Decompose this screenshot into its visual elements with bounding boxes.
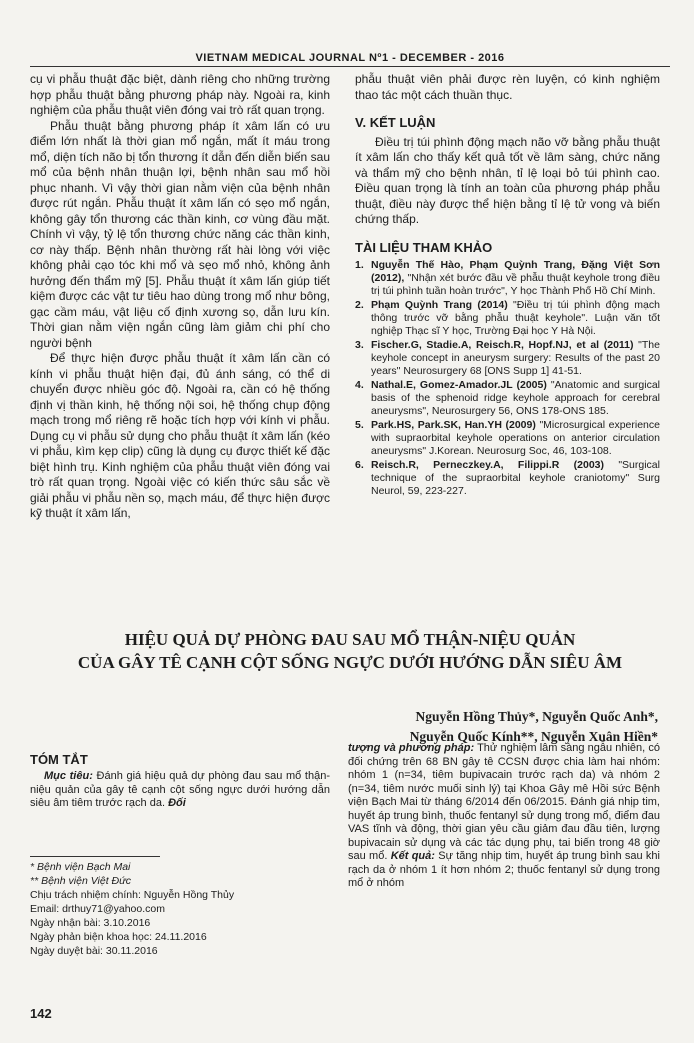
paragraph: cụ vi phẫu thuật đặc biệt, dành riêng cho những trường hợp phẫu thuật bằng phương pháp này. Ngoài ra, kinh nghiệm của phẫu thuật viên đóng vai trò rất quan trọng. bbox=[30, 72, 330, 117]
reference-item: 5. Park.HS, Park.SK, Han.YH (2009) "Microsurgical experience with supraorbital keyhole operations on anterior circulation aneurysms" J.Korean. Neurosurg Soc, 46, 103-108. bbox=[355, 419, 660, 457]
contact-line: Ngày nhận bài: 3.10.2016 bbox=[30, 917, 151, 929]
page-number: 142 bbox=[30, 1006, 52, 1021]
methods-label: tượng và phương pháp: bbox=[348, 742, 475, 754]
conclusion-paragraph: Điều trị túi phình động mạch não vỡ bằng phẫu thuật ít xâm lấn cho thấy kết quả tốt về lâm sàng, chức năng và thẩm mỹ cho bệnh nhân, tỉ lệ loại bỏ túi phình cao. Điều quan trọng là tính an toàn của phương pháp phẫu thuật, điều này được thể hiện bằng tỉ lệ tử vong và biến chứng thấp. bbox=[355, 134, 660, 226]
reference-list bbox=[355, 259, 660, 498]
article-title bbox=[40, 628, 660, 674]
contact-line: Email: drthuy71@yahoo.com bbox=[30, 903, 165, 915]
objective-label: Mục tiêu: bbox=[44, 770, 93, 782]
reference-item: 6. Reisch.R, Perneczkey.A, Filippi.R (2003) "Surgical technique of the supraorbital keyhole craniotomy" Surg Neurol, 59, 223-227. bbox=[355, 459, 660, 497]
affiliation: * Bệnh viện Bạch Mai bbox=[30, 861, 131, 873]
contact-line: Ngày duyệt bài: 30.11.2016 bbox=[30, 945, 158, 957]
author-line: Nguyễn Quốc Kính**, Nguyễn Xuân Hiền* bbox=[409, 729, 658, 744]
results-text: Sự tăng nhịp tim, huyết áp trung bình sau khi rạch da ở nhóm 1 ít hơn nhóm 2; thuốc fentanyl sử dụng trong mổ ở nhóm bbox=[348, 850, 660, 889]
objective-text: Đánh giá hiệu quả dự phòng đau sau mổ thận-niệu quản của gây tê cạnh cột sống ngực dưới hướng dẫn siêu âm tiêm trước rạch da. bbox=[30, 770, 330, 809]
paragraph: Để thực hiện được phẫu thuật ít xâm lấn cần có kính vi phẫu thuật hiện đại, đủ ánh sáng, có thể di chuyển được nhiều góc độ. Ngoài ra, cần có hệ thống định vị thần kinh, hệ thống nội soi, hệ thống chụp động mạch trong mổ riêng rẽ hoặc tích hợp với kính vi phẫu. Dụng cụ vi phẫu sử dụng cho phẫu thuật ít xâm lấn (kéo vi phẫu, kìm kẹp clip) cũng là dụng cụ được thiết kế đặc biệt hình trụ. Kinh nghiệm của phẫu thuật viên đóng vai trò rất quan trọng. Ngoài việc có kiến thức sâu sắc về giải phẫu vi phẫu nền sọ, mạch máu, để thực hiện được kỹ thuật ít xâm lấn, bbox=[30, 351, 330, 520]
footnote-divider bbox=[30, 856, 160, 857]
abstract-left bbox=[30, 770, 330, 811]
reference-item: 3. Fischer.G, Stadie.A, Reisch.R, Hopf.NJ, et al (2011) "The keyhole concept in aneurysm surgery: Results of the past 20 years" Neurosurgery 68 [ONS Supp 1] 41-51. bbox=[355, 339, 660, 377]
reference-item: 2. Phạm Quỳnh Trang (2014) "Điều trị túi phình động mạch thông trước vỡ bằng phẫu thuật keyhole". Luận văn tốt nghiệp Thạc sĩ Y học, Trường Đại học Y Hà Nội. bbox=[355, 299, 660, 337]
article-title-line: HIỆU QUẢ DỰ PHÒNG ĐAU SAU MỔ THẬN-NIỆU QUẢN bbox=[124, 630, 576, 649]
author-list bbox=[298, 707, 658, 747]
results-label: Kết quả: bbox=[390, 850, 435, 862]
paragraph: phẫu thuật viên phải được rèn luyện, có kinh nghiệm thao tác một cách thuần thục. bbox=[355, 72, 660, 102]
affiliations bbox=[30, 860, 330, 958]
methods-text: Thử nghiệm lâm sàng ngẫu nhiên, có đối chứng trên 68 BN gây tê CCSN được chia làm hai nhóm: nhóm 1 (n=34, tiêm bupivacain trước rạch da) và nhóm 2 (n=34, tiêm nước muối sinh lý) tại Khoa Gây mê Hồi sức Bệnh viện Bạch Mai từ tháng 6/2014 đến 06/2015. Đánh giá nhịp tim, huyết áp trung bình, thuốc fentanyl sử dụng trong mổ, điểm đau VAS tĩnh và động, thời gian yêu cầu giảm đau đầu tiên, lượng bupivacain sử dụng và các tác dụng phụ, tai biến trong 48 giờ sau mổ. bbox=[348, 742, 660, 862]
contact-line: Chịu trách nhiệm chính: Nguyễn Hồng Thủy bbox=[30, 889, 235, 901]
author-line: Nguyễn Hồng Thủy*, Nguyễn Quốc Anh*, bbox=[415, 709, 658, 724]
contact-line: Ngày phản biện khoa học: 24.11.2016 bbox=[30, 931, 207, 943]
abstract-right bbox=[348, 742, 660, 891]
reference-item: 1. Nguyễn Thế Hào, Phạm Quỳnh Trang, Đặng Việt Sơn (2012), "Nhận xét bước đầu về phẫu thuật keyhole trong điều trị túi phình tuần hoàn trước", Y học Thành Phố Hồ Chí Minh. bbox=[355, 259, 660, 297]
affiliation: ** Bệnh viện Việt Đức bbox=[30, 875, 132, 887]
paragraph: Phẫu thuật bằng phương pháp ít xâm lấn có ưu điểm lớn nhất là thời gian mổ ngắn, mất ít máu trong mổ, diện tích não bị tổn thương ít dẫn đến diễn biến sau mổ của bệnh nhân thuận lợi, bệnh nhân sau mổ hồi phục nhanh. Vì vậy thời gian nằm viện của bệnh nhân được rút ngắn. Phẫu thuật ít xâm lấn có sẹo mổ ngắn, không gây tổn thương các thần kinh, cơ vùng đầu mặt. Chính vì vậy, tỷ lệ tổn thương chức năng các thần kinh, cơ này thấp. Bệnh nhân thường rất hài lòng với việc không phải cạo tóc khi mổ và sẹo mổ nhỏ, không ảnh hưởng đến thẩm mỹ [5]. Phẫu thuật ít xâm lấn giúp tiết kiệm được các vật tư tiêu hao dùng trong mổ như bông, gạc cầm máu, vật liệu cố định xương sọ, dẫn lưu kín. Thời gian nằm viện ngắn cũng làm giảm chi phí cho người bệnh bbox=[30, 118, 330, 350]
conclusion-heading: V. KẾT LUẬN bbox=[355, 115, 436, 130]
journal-header: VIETNAM MEDICAL JOURNAL Nº1 - DECEMBER - 2016 bbox=[30, 52, 670, 67]
left-column bbox=[30, 72, 330, 522]
abstract-heading: TÓM TẮT bbox=[30, 752, 88, 767]
methods-label-start: Đối bbox=[168, 797, 186, 809]
article-title-line: CỦA GÂY TÊ CẠNH CỘT SỐNG NGỰC DƯỚI HƯỚNG DẪN SIÊU ÂM bbox=[77, 653, 623, 672]
reference-item: 4. Nathal.E, Gomez-Amador.JL (2005) "Anatomic and surgical basis of the sphenoid ridge keyhole approach for cerebral aneurysms", Neurosurgery 56, ONS 178-ONS 185. bbox=[355, 379, 660, 417]
right-column bbox=[355, 72, 660, 499]
references-heading: TÀI LIỆU THAM KHẢO bbox=[355, 239, 493, 255]
